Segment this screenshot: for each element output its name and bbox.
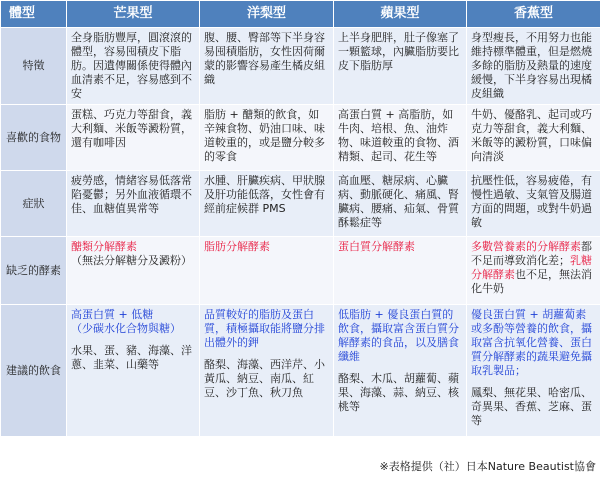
row-traits xyxy=(1,28,600,105)
lacking-banana-enzyme-2: 乳糖分解酵素 xyxy=(471,254,592,281)
lacking-banana xyxy=(467,237,600,305)
row-label-symptoms: 症狀 xyxy=(1,171,67,237)
diet-banana-foods: 鳳梨、無花果、哈密瓜、奇異果、香蕉、芝麻、蛋等 xyxy=(471,386,592,427)
table-credit: ※表格提供（社）日本Nature Beautist協會 xyxy=(379,460,596,473)
row-label-diet: 建議的飲食 xyxy=(1,305,67,437)
diet-pear-highlight: 品質較好的脂肪及蛋白質，積極攝取能將鹽分排出體外的鉀 xyxy=(204,308,325,349)
lacking-mango xyxy=(67,237,200,305)
diet-pear-foods: 酪梨、海藻、西洋芹、小黃瓜、納豆、南瓜、紅豆、沙丁魚、秋刀魚 xyxy=(204,358,325,399)
likes-pear: 脂肪 + 醣類的飲食，如辛辣食物、奶油口味、味道較重的，或是鹽分較多的零食 xyxy=(200,105,334,171)
symptoms-apple: 高血壓、糖尿病、心臟病、動脈硬化、痛風、腎臟病、腰痛、疝氣、骨質酥鬆症等 xyxy=(334,171,467,237)
diet-mango-highlight-2: （少碳水化合物與糖） xyxy=(71,322,181,335)
diet-banana xyxy=(467,305,600,437)
row-likes xyxy=(1,105,600,171)
symptoms-mango: 疲勞感，情緒容易低落常陷憂鬱；另外血液循環不佳、血糖值異常等 xyxy=(67,171,200,237)
row-lacking-enzymes xyxy=(1,237,600,305)
symptoms-banana: 抗壓性低，容易疲倦，有慢性過敏、支氣管及腸道方面的問題，或對牛奶過敏 xyxy=(467,171,600,237)
header-row xyxy=(1,1,600,28)
row-label-lacking-enzymes: 缺乏的酵素 xyxy=(1,237,67,305)
diet-pear xyxy=(200,305,334,437)
symptoms-pear: 水腫、肝臟疾病、甲狀腺及肝功能低落，女性會有經前症候群 PMS xyxy=(200,171,334,237)
diet-banana-highlight: 優良蛋白質 + 胡蘿蔔素或多酚等營養的飲食，攝取富含抗氧化營養、蛋白質分解酵素的蔬果避免攝取乳製品； xyxy=(471,308,592,377)
header-body-type: 體型 xyxy=(1,1,67,28)
traits-pear: 腹、腰、臀部等下半身容易囤積脂肪，女性因荷爾蒙的影響容易產生橘皮組織 xyxy=(200,28,334,105)
header-pear: 洋梨型 xyxy=(200,1,334,28)
lacking-mango-note: （無法分解糖分及澱粉） xyxy=(71,254,192,267)
diet-apple xyxy=(334,305,467,437)
lacking-apple xyxy=(334,237,467,305)
traits-mango: 全身脂肪豐厚，圓滾滾的體型，容易囤積皮下脂肪。因遺傳關係使得體內血清素不足，容易感到不安 xyxy=(67,28,200,105)
likes-apple: 高蛋白質 + 高脂肪，如牛肉、培根、魚、油炸物、味道較重的食物、酒精類、起司、花生等 xyxy=(334,105,467,171)
header-mango: 芒果型 xyxy=(67,1,200,28)
header-apple: 蘋果型 xyxy=(334,1,467,28)
diet-mango-highlight-1: 高蛋白質 + 低糖 xyxy=(71,308,154,321)
traits-banana: 身型瘦長，不用努力也能維持標準體重，但是燃燒多餘的脂肪及熱量的速度緩慢，下半身容易出現橘皮組織 xyxy=(467,28,600,105)
lacking-banana-enzyme-1: 多數營養素的分解酵素 xyxy=(471,240,581,253)
lacking-mango-enzyme: 醣類分解酵素 xyxy=(71,240,137,253)
lacking-banana-text-1: 都不足而導致消化差； xyxy=(471,240,592,267)
lacking-pear xyxy=(200,237,334,305)
row-label-likes: 喜歡的食物 xyxy=(1,105,67,171)
row-diet xyxy=(1,305,600,437)
likes-banana: 牛奶、優酪乳、起司或巧克力等甜食，義大利麵、米飯等的澱粉質，口味偏向清淡 xyxy=(467,105,600,171)
lacking-pear-enzyme: 脂肪分解酵素 xyxy=(204,240,270,253)
row-symptoms xyxy=(1,171,600,237)
lacking-apple-enzyme: 蛋白質分解酵素 xyxy=(338,240,415,253)
likes-mango: 蛋糕、巧克力等甜食，義大利麵、米飯等澱粉質，還有咖啡因 xyxy=(67,105,200,171)
header-banana: 香蕉型 xyxy=(467,1,600,28)
diet-apple-foods: 酪梨、木瓜、胡蘿蔔、蘋果、海藻、蒜、納豆、核桃等 xyxy=(338,372,459,413)
traits-apple: 上半身肥胖，肚子像塞了一顆籃球，內臟脂肪要比皮下脂肪厚 xyxy=(334,28,467,105)
diet-mango xyxy=(67,305,200,437)
row-label-traits: 特徵 xyxy=(1,28,67,105)
diet-apple-highlight: 低脂肪 + 優良蛋白質的飲食，攝取富含蛋白質分解酵素的食品，以及膳食纖維 xyxy=(338,308,459,363)
diet-mango-foods: 水果、蛋、豬、海藻、洋蔥、韭菜、山藥等 xyxy=(71,344,192,371)
lacking-banana-text-2: 也不足，無法消化牛奶 xyxy=(471,268,592,295)
